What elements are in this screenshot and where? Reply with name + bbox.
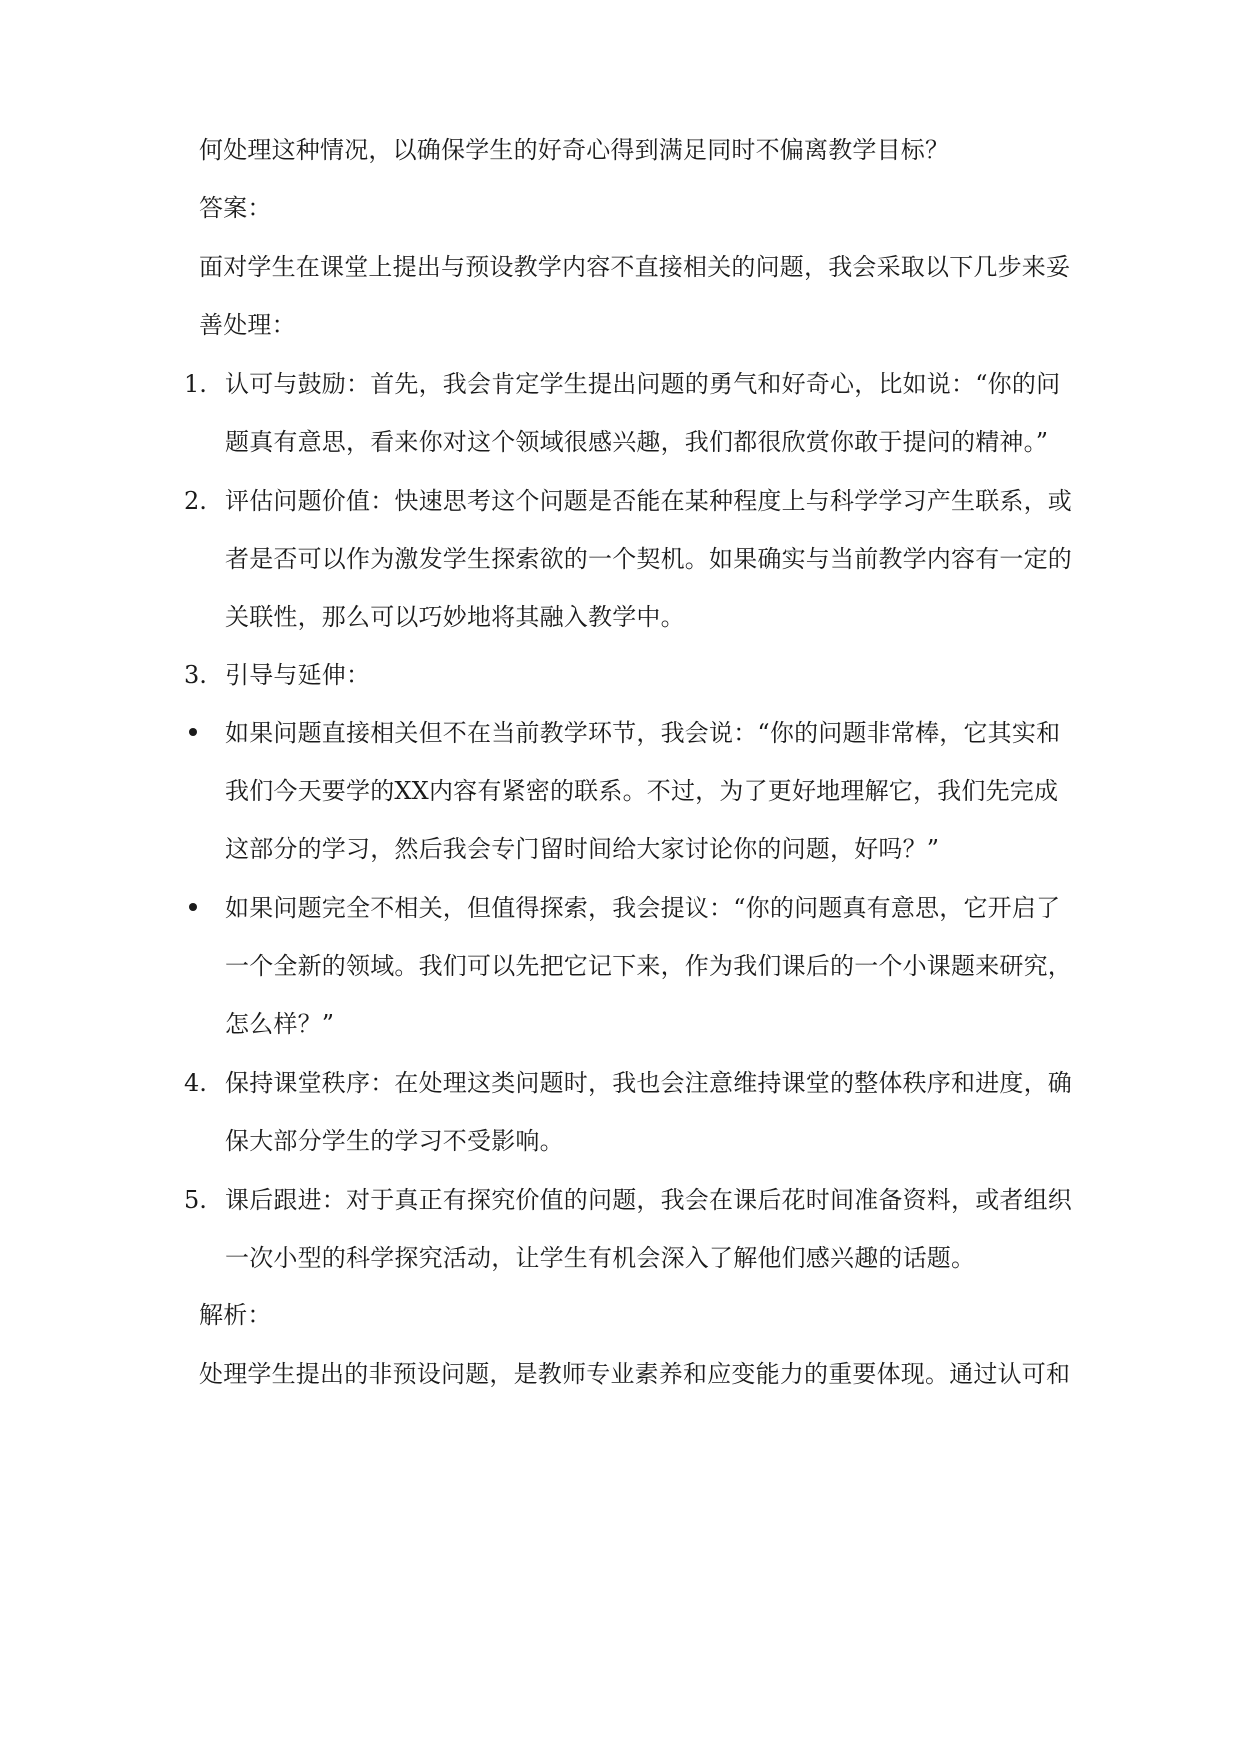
bullet-2-line-1: 如果问题完全不相关，但值得探索，我会提议：“你的问题真有意思，它开启了 bbox=[225, 894, 1061, 922]
answer-intro-line-1: 面对学生在课堂上提出与预设教学内容不直接相关的问题，我会采取以下几步来妥 bbox=[199, 253, 1071, 281]
bullet-dot-2 bbox=[189, 903, 197, 911]
item-number-3: 3. bbox=[184, 661, 207, 689]
item-2-line-3: 关联性，那么可以巧妙地将其融入教学中。 bbox=[225, 603, 685, 631]
item-5-line-2: 一次小型的科学探究活动，让学生有机会深入了解他们感兴趣的话题。 bbox=[225, 1244, 976, 1272]
item-3-line-1: 引导与延伸： bbox=[225, 661, 371, 689]
bullet-1-line-1: 如果问题直接相关但不在当前教学环节，我会说：“你的问题非常棒，它其实和 bbox=[225, 719, 1061, 747]
analysis-label: 解析： bbox=[199, 1301, 272, 1329]
bullet-dot-1 bbox=[189, 728, 197, 736]
analysis-line-1: 处理学生提出的非预设问题，是教师专业素养和应变能力的重要体现。通过认可和 bbox=[199, 1360, 1071, 1388]
item-2-line-1: 评估问题价值：快速思考这个问题是否能在某种程度上与科学学习产生联系，或 bbox=[225, 487, 1072, 515]
item-1-line-2: 题真有意思，看来你对这个领域很感兴趣，我们都很欣赏你敢于提问的精神。” bbox=[225, 428, 1049, 456]
item-number-5: 5. bbox=[184, 1186, 207, 1214]
item-number-1: 1. bbox=[184, 370, 207, 398]
item-number-2: 2. bbox=[184, 487, 207, 515]
bullet-1-line-2: 我们今天要学的XX内容有紧密的联系。不过，为了更好地理解它，我们先完成 bbox=[225, 777, 1059, 805]
item-1-line-1: 认可与鼓励：首先，我会肯定学生提出问题的勇气和好奇心，比如说：“你的问 bbox=[225, 370, 1061, 398]
bullet-1-line-3: 这部分的学习，然后我会专门留时间给大家讨论你的问题，好吗？” bbox=[225, 835, 940, 863]
intro-line: 何处理这种情况，以确保学生的好奇心得到满足同时不偏离教学目标？ bbox=[199, 136, 950, 164]
item-number-4: 4. bbox=[184, 1069, 207, 1097]
item-2-line-2: 者是否可以作为激发学生探索欲的一个契机。如果确实与当前教学内容有一定的 bbox=[225, 545, 1072, 573]
item-4-line-2: 保大部分学生的学习不受影响。 bbox=[225, 1127, 564, 1155]
answer-intro-line-2: 善处理： bbox=[199, 311, 296, 339]
bullet-2-line-3: 怎么样？” bbox=[225, 1010, 335, 1038]
bullet-2-line-2: 一个全新的领域。我们可以先把它记下来，作为我们课后的一个小课题来研究， bbox=[225, 952, 1072, 980]
item-4-line-1: 保持课堂秩序：在处理这类问题时，我也会注意维持课堂的整体秩序和进度，确 bbox=[225, 1069, 1072, 1097]
answer-label: 答案： bbox=[199, 194, 272, 222]
item-5-line-1: 课后跟进：对于真正有探究价值的问题，我会在课后花时间准备资料，或者组织 bbox=[225, 1186, 1072, 1214]
